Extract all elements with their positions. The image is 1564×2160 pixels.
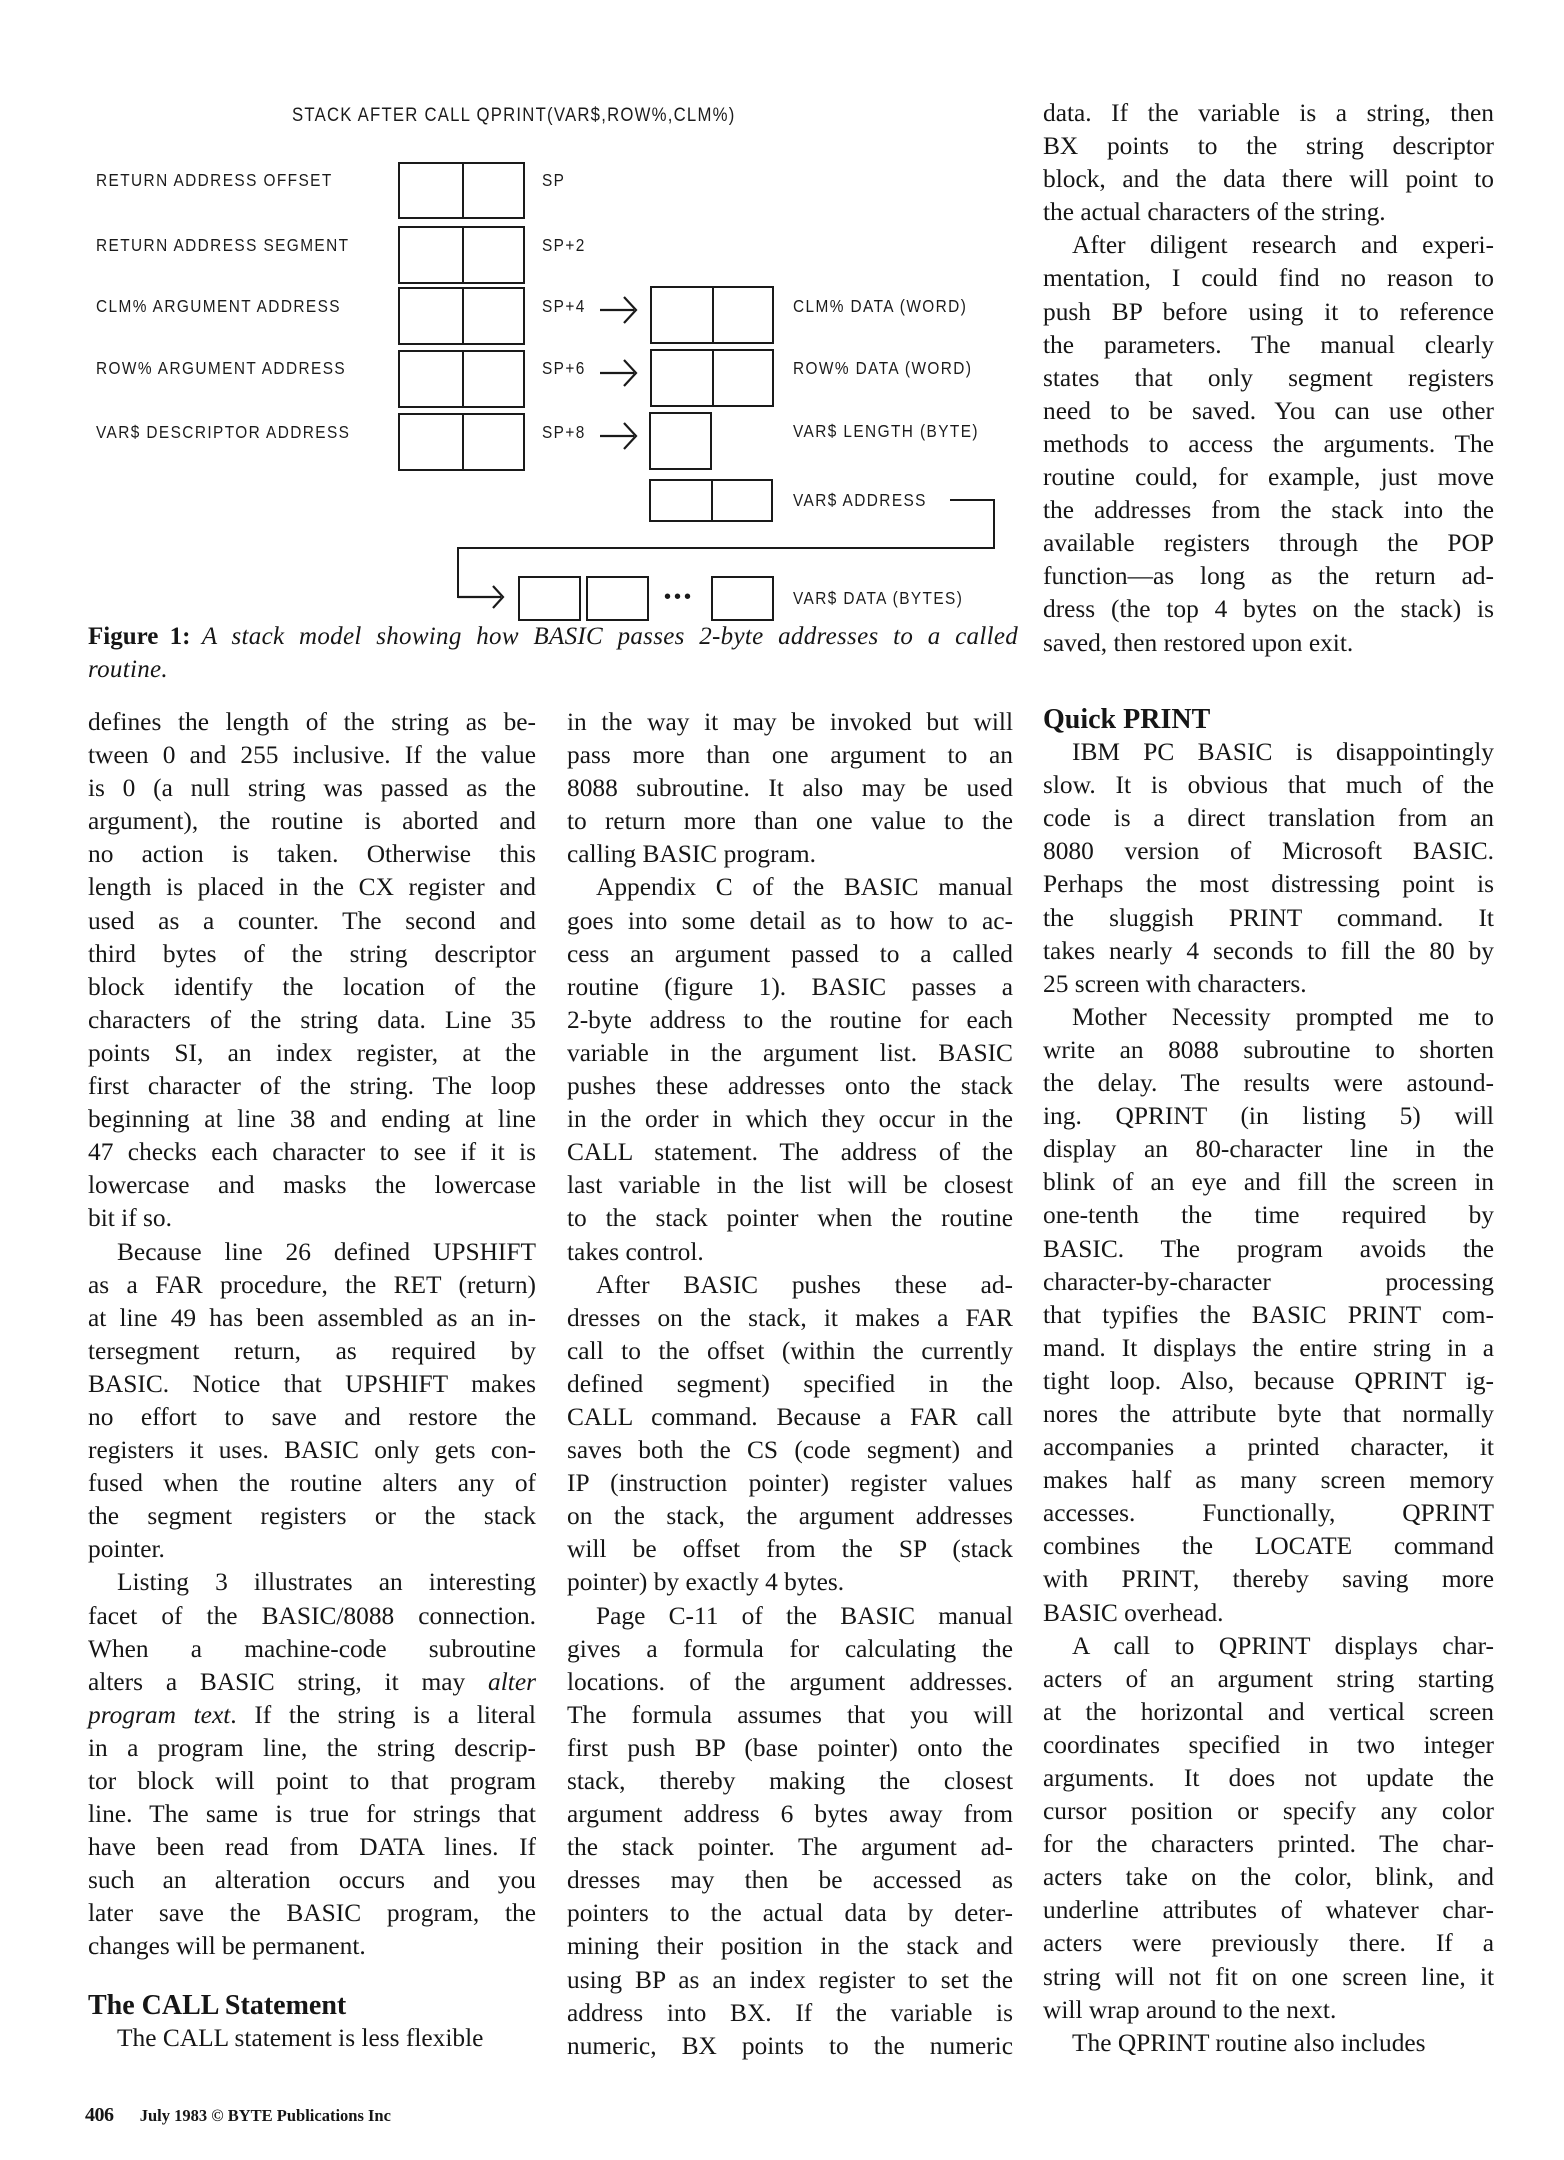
text-line: in the order in which they occur in the <box>567 1105 1013 1134</box>
text-line: need to be saved. You can use other <box>1043 396 1494 425</box>
text-line: BASIC overhead. <box>1043 1598 1224 1627</box>
data-cell-clm-word <box>650 286 774 344</box>
stack-label-return-offset: RETURN ADDRESS OFFSET <box>96 170 333 190</box>
text-line: tight loop. Also, because QPRINT ig- <box>1043 1366 1494 1395</box>
data-label-clm-word: CLM% DATA (WORD) <box>793 296 968 316</box>
section-heading-call-statement: The CALL Statement <box>88 1989 347 2021</box>
text-line: After diligent research and experi- <box>1072 231 1494 260</box>
text-line: BX points to the string descriptor <box>1043 132 1494 161</box>
data-label-row-word: ROW% DATA (WORD) <box>793 358 973 378</box>
stack-offset-sp6: SP+6 <box>542 358 586 378</box>
emphasis-text: program text <box>88 1700 231 1729</box>
data-cell-var-length <box>649 412 712 470</box>
text-line: using BP as an index register to set the <box>567 1965 1013 1994</box>
text-line: takes nearly 4 seconds to fill the 80 by <box>1043 936 1494 965</box>
text-line: mentation, I could find no reason to <box>1043 264 1494 293</box>
text-line: beginning at line 38 and ending at line <box>88 1105 536 1134</box>
text-line: dress (the top 4 bytes on the stack) is <box>1043 595 1494 624</box>
text-line: function—as long as the return ad- <box>1043 562 1494 591</box>
text-line: Listing 3 illustrates an interesting <box>117 1568 536 1597</box>
text-line: blink of an eye and fill the screen in <box>1043 1168 1494 1197</box>
text-line: slow. It is obvious that much of the <box>1043 771 1494 800</box>
connector-line <box>457 547 995 549</box>
text-line: to return more than one value to the <box>567 807 1013 836</box>
text-line: acters were previously there. If a <box>1043 1929 1494 1958</box>
text-line: characters of the string data. Line 35 <box>88 1005 536 1034</box>
text-line: When a machine-code subroutine <box>88 1634 536 1663</box>
text-line <box>88 1666 536 1699</box>
stack-offset-sp: SP <box>542 170 566 190</box>
data-cell-var-byte <box>586 576 649 621</box>
stack-cell-return-offset <box>398 162 525 219</box>
text-line: A call to QPRINT displays char- <box>1072 1631 1494 1660</box>
stack-offset-sp8: SP+8 <box>542 422 586 442</box>
text-line: no effort to save and restore the <box>88 1402 536 1431</box>
text-line: one-tenth the time required by <box>1043 1201 1494 1230</box>
text-line: for the characters printed. The char- <box>1043 1830 1494 1859</box>
text-line: variable in the argument list. BASIC <box>567 1038 1013 1067</box>
text-line: length is placed in the CX register and <box>88 873 536 902</box>
text-line: at the horizontal and vertical screen <box>1043 1697 1494 1726</box>
text-line: 8080 version of Microsoft BASIC. <box>1043 837 1494 866</box>
text-line: the actual characters of the string. <box>1043 198 1386 227</box>
text-line: takes control. <box>567 1237 704 1266</box>
text-line: first push BP (base pointer) onto the <box>567 1733 1013 1762</box>
stack-label-clm-address: CLM% ARGUMENT ADDRESS <box>96 296 341 316</box>
stack-cell-row-address <box>398 350 525 408</box>
text-line: call to the offset (within the currently <box>567 1336 1013 1365</box>
text-line: The CALL statement is less flexible <box>117 2023 484 2052</box>
text-line: 8088 subroutine. It also may be used <box>567 774 1013 803</box>
stack-label-row-address: ROW% ARGUMENT ADDRESS <box>96 358 347 378</box>
text-line: string will not fit on one screen line, it <box>1043 1962 1494 1991</box>
publication-credit: July 1983 © BYTE Publications Inc <box>139 2106 391 2125</box>
text-line: 25 screen with characters. <box>1043 969 1307 998</box>
text-line: the sluggish PRINT command. It <box>1043 903 1494 932</box>
text-line: tween 0 and 255 inclusive. If the value <box>88 741 536 770</box>
text-line: The QPRINT routine also includes <box>1072 2028 1426 2057</box>
emphasis-text: alter <box>488 1667 536 1696</box>
stack-cell-return-segment <box>398 226 525 284</box>
section-heading-quick-print: Quick PRINT <box>1043 704 1211 735</box>
text-line: will be offset from the SP (stack <box>567 1535 1013 1564</box>
text-fragment: alters a BASIC string, it may <box>88 1667 489 1696</box>
text-line: accesses. Functionally, QPRINT <box>1043 1499 1494 1528</box>
stack-label-return-segment: RETURN ADDRESS SEGMENT <box>96 235 350 255</box>
text-line: defines the length of the string as be- <box>88 708 536 736</box>
text-line: is 0 (a null string was passed as the <box>88 774 536 803</box>
text-line: tersegment return, as required by <box>88 1336 536 1365</box>
data-cell-var-byte <box>711 576 774 621</box>
text-line: Mother Necessity prompted me to <box>1072 1002 1494 1031</box>
text-line: BASIC. The program avoids the <box>1043 1234 1494 1263</box>
text-line: facet of the BASIC/8088 connection. <box>88 1601 536 1630</box>
arrow-right-icon <box>598 418 640 454</box>
text-line: first character of the string. The loop <box>88 1072 536 1101</box>
article-column-right <box>1043 703 1494 2060</box>
text-line: write an 8088 subroutine to shorten <box>1043 1035 1494 1064</box>
text-line: have been read from DATA lines. If <box>88 1833 536 1862</box>
text-line: defined segment) specified in the <box>567 1369 1013 1398</box>
text-line: ing. QPRINT (in listing 5) will <box>1043 1102 1494 1131</box>
text-line: saves both the CS (code segment) and <box>567 1436 1013 1465</box>
text-line: IP (instruction pointer) register values <box>567 1469 1013 1498</box>
page-number: 406 <box>85 2104 114 2126</box>
arrow-right-icon <box>598 355 640 391</box>
data-label-var-bytes: VAR$ DATA (BYTES) <box>793 588 964 608</box>
text-line: on the stack, the argument addresses <box>567 1502 1013 1531</box>
text-line: address into BX. If the variable is <box>567 1998 1013 2027</box>
text-line: CALL command. Because a FAR call <box>567 1402 1013 1431</box>
text-line: acters of an argument string starting <box>1043 1664 1494 1693</box>
text-line: push BP before using it to reference <box>1043 297 1494 326</box>
text-line: as a FAR procedure, the RET (return) <box>88 1270 536 1299</box>
data-cell-row-word <box>650 349 774 407</box>
text-line <box>88 1699 536 1732</box>
text-line: CALL statement. The address of the <box>567 1138 1013 1167</box>
arrow-right-icon <box>457 582 507 612</box>
text-line: acters take on the color, blink, and <box>1043 1863 1494 1892</box>
text-line: third bytes of the string descriptor <box>88 939 536 968</box>
text-line: methods to access the arguments. The <box>1043 429 1494 458</box>
text-line: tor block will point to that program <box>88 1767 536 1795</box>
text-line: saved, then restored upon exit. <box>1043 628 1354 657</box>
text-line: After BASIC pushes these ad- <box>596 1270 1013 1299</box>
text-line: at line 49 has been assembled as an in- <box>88 1303 536 1332</box>
text-line: the delay. The results were astound- <box>1043 1069 1494 1098</box>
text-line: line. The same is true for strings that <box>88 1800 536 1829</box>
text-line: gives a formula for calculating the <box>567 1634 1013 1663</box>
text-line: such an alteration occurs and you <box>88 1866 536 1895</box>
data-label-var-length: VAR$ LENGTH (BYTE) <box>793 421 979 441</box>
article-column-middle <box>567 706 1013 2063</box>
stack-cell-clm-address <box>398 287 525 345</box>
stack-cell-var-descriptor <box>398 413 525 471</box>
stack-offset-sp2: SP+2 <box>542 235 586 255</box>
text-line: cess an argument passed to a called <box>567 939 1013 968</box>
page-footer <box>85 2104 391 2127</box>
text-line: display an 80-character line in the <box>1043 1135 1494 1164</box>
text-line: used as a counter. The second and <box>88 906 536 935</box>
text-line: combines the LOCATE command <box>1043 1532 1494 1561</box>
text-line: will wrap around to the next. <box>1043 1995 1337 2024</box>
arrow-right-icon <box>598 292 640 328</box>
data-cell-var-byte <box>518 576 581 621</box>
connector-line <box>993 499 995 549</box>
text-line: that typifies the BASIC PRINT com- <box>1043 1300 1494 1329</box>
text-line: fused when the routine alters any of <box>88 1469 536 1498</box>
article-column-left <box>88 706 536 2055</box>
text-fragment: . If the string is a literal <box>230 1700 536 1729</box>
text-line: the segment registers or the stack <box>88 1502 536 1531</box>
data-cell-var-address <box>649 479 773 522</box>
text-line: nores the attribute byte that normally <box>1043 1399 1494 1428</box>
article-column-right-top <box>1043 97 1494 660</box>
spacer <box>88 1964 536 1989</box>
text-line: routine (figure 1). BASIC passes a <box>567 972 1013 1001</box>
text-line: with PRINT, thereby saving more <box>1043 1565 1494 1594</box>
text-line: makes half as many screen memory <box>1043 1466 1494 1495</box>
text-line: The formula assumes that you will <box>567 1700 1013 1729</box>
text-line: pointer) by exactly 4 bytes. <box>567 1568 845 1597</box>
text-line: lowercase and masks the lowercase <box>88 1171 536 1200</box>
text-line: dresses may then be accessed as <box>567 1866 1013 1895</box>
text-line: changes will be permanent. <box>88 1932 366 1961</box>
text-line: code is a direct translation from an <box>1043 804 1494 833</box>
text-line: cursor position or specify any color <box>1043 1797 1494 1826</box>
text-line: the addresses from the stack into the <box>1043 496 1494 525</box>
text-line: Appendix C of the BASIC manual <box>596 873 1013 902</box>
text-line: mand. It displays the entire string in a <box>1043 1333 1494 1362</box>
stack-offset-sp4: SP+4 <box>542 296 586 316</box>
text-line: 2-byte address to the routine for each <box>567 1005 1013 1034</box>
text-line: points SI, an index register, at the <box>88 1038 536 1067</box>
text-line: mining their position in the stack and <box>567 1932 1013 1961</box>
text-line: data. If the variable is a string, then <box>1043 99 1494 127</box>
text-line: pushes these addresses onto the stack <box>567 1072 1013 1101</box>
text-line: arguments. It does not update the <box>1043 1764 1494 1792</box>
stack-label-var-descriptor: VAR$ DESCRIPTOR ADDRESS <box>96 422 351 442</box>
figure-caption-label: Figure 1: <box>88 623 191 650</box>
ellipsis-icon: ••• <box>664 586 695 608</box>
text-line: 47 checks each character to see if it is <box>88 1138 536 1167</box>
text-line: block, and the data there will point to <box>1043 165 1494 194</box>
text-line: the parameters. The manual clearly <box>1043 330 1494 359</box>
text-line: BASIC. Notice that UPSHIFT makes <box>88 1369 536 1398</box>
text-line: goes into some detail as to how to ac- <box>567 906 1013 935</box>
text-line: coordinates specified in two integer <box>1043 1730 1494 1759</box>
text-line: states that only segment registers <box>1043 363 1494 392</box>
text-line: Because line 26 defined UPSHIFT <box>117 1237 536 1266</box>
text-line: later save the BASIC program, the <box>88 1899 536 1928</box>
text-line: the stack pointer. The argument ad- <box>567 1833 1013 1862</box>
text-line: in the way it may be invoked but will <box>567 708 1013 736</box>
text-line: routine could, for example, just move <box>1043 463 1494 492</box>
text-line: dresses on the stack, it makes a FAR <box>567 1303 1013 1332</box>
text-line: Perhaps the most distressing point is <box>1043 870 1494 899</box>
text-line: no action is taken. Otherwise this <box>88 840 536 869</box>
text-line: IBM PC BASIC is disappointingly <box>1072 738 1494 767</box>
figure-caption <box>88 620 1018 686</box>
figure-caption-text: A stack model showing how BASIC passes 2-byte addresses to a called routine. <box>88 623 1019 683</box>
text-line: pass more than one argument to an <box>567 741 1013 770</box>
connector-line <box>950 499 995 501</box>
text-line: in a program line, the string descrip- <box>88 1733 536 1762</box>
text-line: bit if so. <box>88 1204 172 1233</box>
text-line: registers it uses. BASIC only gets con- <box>88 1436 536 1465</box>
text-line: stack, thereby making the closest <box>567 1767 1013 1795</box>
text-line: accompanies a printed character, it <box>1043 1433 1494 1462</box>
text-line: underline attributes of whatever char- <box>1043 1896 1494 1925</box>
text-line: argument address 6 bytes away from <box>567 1800 1013 1829</box>
text-line: pointer. <box>88 1535 165 1564</box>
text-line: to the stack pointer when the routine <box>567 1204 1013 1233</box>
data-label-var-address: VAR$ ADDRESS <box>793 490 927 510</box>
text-line: character-by-character processing <box>1043 1267 1494 1296</box>
text-line: numeric, BX points to the numeric <box>567 2031 1013 2060</box>
text-line: Page C-11 of the BASIC manual <box>596 1601 1013 1630</box>
text-line: argument), the routine is aborted and <box>88 807 536 836</box>
text-line: locations. of the argument addresses. <box>567 1667 1013 1696</box>
text-line: available registers through the POP <box>1043 529 1494 558</box>
text-line: block identify the location of the <box>88 972 536 1001</box>
text-line: last variable in the list will be closest <box>567 1171 1013 1200</box>
text-line: pointers to the actual data by deter- <box>567 1899 1013 1928</box>
figure-title: STACK AFTER CALL QPRINT(VAR$,ROW%,CLM%) <box>292 105 736 126</box>
text-line: calling BASIC program. <box>567 840 816 869</box>
